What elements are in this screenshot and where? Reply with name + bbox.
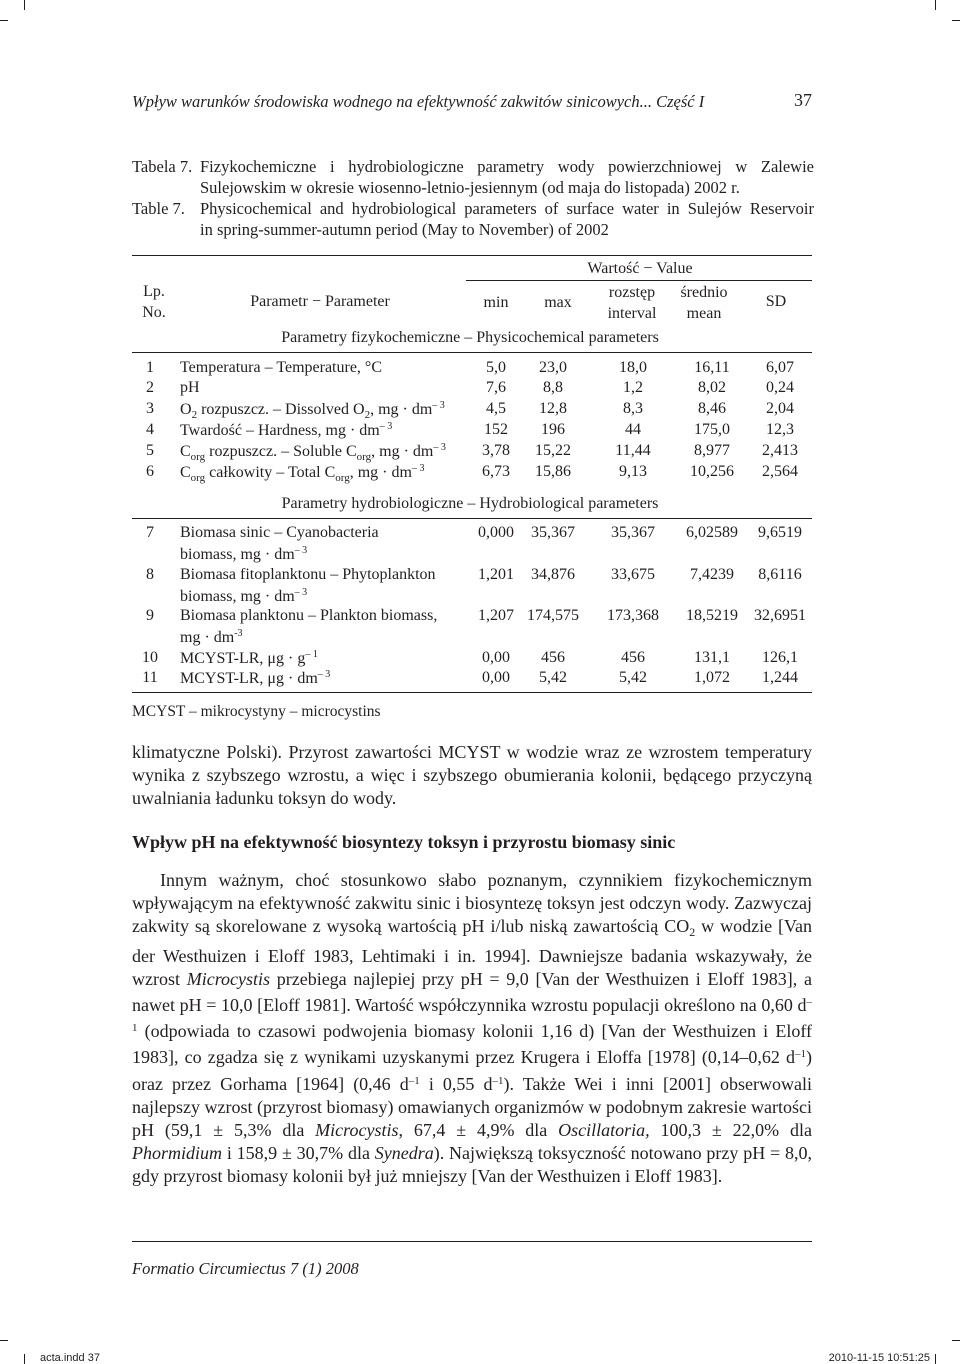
th-max: max: [544, 294, 572, 311]
running-title: Wpływ warunków środowiska wodnego na efektywność zakwitów sinicowych... Część I: [132, 92, 705, 111]
section-rule: [132, 518, 812, 519]
th-mean-en: mean: [686, 305, 722, 322]
footer-rule: [132, 1241, 812, 1242]
table-row-cont: biomass, mg · $dm^{- 3}$: [180, 587, 308, 605]
table-row: 11 MCYST-LR, $\mu g \cdot dm^{- 3}$ 0,00 5,42 5,42 1,072 1,244: [142, 669, 798, 687]
table-row-cont: mg · $dm^{-3}$: [180, 628, 243, 646]
caption-en-line1: Physicochemical and hydrobiological parameters of surface water in Sulejów Reservoir: [200, 199, 814, 218]
caption-pl: [132, 156, 814, 198]
caption-pl-label: Tabela 7.: [132, 157, 193, 176]
th-lp: Lp.: [143, 283, 165, 300]
table-row: 8 Biomasa fitoplanktonu – Phytoplankton 1,201 34,876 33,675 7,4239 8,6116: [146, 566, 802, 583]
th-interval: interval: [607, 305, 657, 322]
caption-en-label: Table 7.: [132, 199, 185, 218]
th-range: rozstęp: [608, 284, 656, 301]
caption-pl-line1: Fizykochemiczne i hydrobiologiczne parametry wody powierzchniowej w Zalewie: [200, 157, 814, 176]
crop-mark: [0, 20, 8, 21]
crop-mark: [24, 1354, 25, 1364]
th-mean-pl: średnio: [680, 284, 728, 301]
table-row: 4 Twardość – Hardness, mg · $dm^{- 3}$ 152 196 44 175,0 12,3: [146, 421, 794, 439]
page-number: 37: [794, 90, 812, 110]
crop-mark: [935, 0, 936, 10]
table-bottom-rule: [132, 692, 812, 693]
table-row: 7 Biomasa sinic – Cyanobacteria 0,000 35,367 35,367 6,02589 9,6519: [146, 524, 802, 541]
paragraph-2: Innym ważnym, choć stosunkowo słabo poznanym, czynnikiem fizykochemicznym wpływającym na efektywność zakwitu sinic i biosyntezę toksyn jest odczyn wody. Zazwyczaj zakwity są skorelowane z wysoką wartością pH i/lub niską zawartością $CO_2$ w wodzie [Van der Westhuizen i Eloff 1983, Lehtimaki i in. 1994]. Dawniejsze badania wskazywały, że wzrost Microcystis przebiega najlepiej przy pH = 9,0 [Van der Westhuizen i Eloff 1983], a nawet pH = 10,0 [Eloff 1981]. Wartość współczynnika wzrostu populacji określono na 0,60 $d^{-1}$ (odpowiada to czasowi podwojenia biomasy kolonii 1,16 d) [Van der Westhuizen i Eloff 1983], co zgadza się z wynikami uzyskanymi przez Krugera i Eloffa [1978] (0,14–0,62 $d^{-1}$) oraz przez Gorhama [1964] (0,46 $d^{-1}$ i 0,55 $d^{-1}$). Także Wei i inni [2001] obserwowali najlepszy wzrost (przyrost biomasy) omawianych organizmów w podobnym zakresie wartości pH (59,1 ± 5,3% dla Microcystis, 67,4 ± 4,9% dla Oscillatoria, 100,3 ± 22,0% dla Phormidium i 158,9 ± 30,7% dla Synedra). Największą toksyczność notowano przy pH = 8,0, gdy przyrost biomasy kolonii był już mniejszy [Van der Westhuizen i Eloff 1983].: [132, 870, 812, 1187]
running-header: [132, 92, 812, 112]
th-sd: SD: [765, 293, 787, 310]
crop-mark: [24, 0, 25, 10]
th-parameter: Parametr − Parameter: [250, 293, 390, 310]
crop-mark: [952, 20, 960, 21]
table-row: 6 $C_{org}$ całkowity – Total $C_{org}$, mg · $dm^{- 3}$ 6,73 15,86 9,13 10,256 2,564: [146, 463, 798, 484]
crop-mark: [0, 1340, 8, 1341]
crop-mark: [935, 1354, 936, 1364]
slug-timestamp: 2010-11-15 10:51:25: [828, 1352, 930, 1364]
table-row: 10 MCYST-LR, $\mu g \cdot g^{- 1}$ 0,00 456 456 131,1 126,1: [142, 649, 798, 667]
table-footnote: MCYST – mikrocystyny – microcystins: [132, 703, 381, 720]
th-value-group: Wartość − Value: [587, 260, 693, 277]
caption-en-line2: in spring-summer-autumn period (May to November) of 2002: [200, 220, 609, 239]
table-row: 9 Biomasa planktonu – Plankton biomass, 1,207 174,575 173,368 18,5219 32,6951: [146, 607, 806, 624]
table-top-rule: [132, 255, 812, 256]
journal-footer: Formatio Circumiectus 7 (1) 2008: [132, 1259, 359, 1278]
table-row-cont: biomass, mg · $dm^{- 3}$: [180, 545, 308, 563]
crop-mark: [952, 1340, 960, 1341]
section-physicochemical: Parametry fizykochemiczne – Physicochemical parameters: [281, 329, 659, 346]
th-no: No.: [142, 304, 166, 321]
table-row: 3 $O_2$ rozpuszcz. – Dissolved $O_2$, mg · $dm^{- 3}$ 4,5 12,8 8,3 8,46 2,04: [146, 400, 794, 421]
table-row: 1 Temperatura – Temperature, °C 5,0 23,0 18,0 16,11 6,07: [146, 359, 794, 376]
caption-en: [132, 198, 814, 240]
header-bottom-rule: [132, 352, 812, 353]
section-hydrobiological: Parametry hydrobiologiczne – Hydrobiological parameters: [281, 495, 659, 512]
value-group-rule: [466, 280, 812, 281]
caption-pl-line2: Sulejowskim w okresie wiosenno-letnio-jesiennym (od maja do listopada) 2002 r.: [200, 178, 740, 197]
table-row: 5 $C_{org}$ rozpuszcz. – Soluble $C_{org}$, mg · $dm^{- 3}$ 3,78 15,22 11,44 8,977 2,413: [146, 442, 798, 463]
paragraph-1: klimatyczne Polski). Przyrost zawartości MCYST w wodzie wraz ze wzrostem temperatury wynika z szybszego wzrostu, a więc i szybszego obumierania kolonii, będącego przyczyną uwalniania ładunku toksyn do wody.: [132, 742, 812, 809]
section-heading: Wpływ pH na efektywność biosyntezy toksyn i przyrostu biomasy sinic: [132, 832, 676, 852]
th-min: min: [483, 294, 509, 311]
slug-file: acta.indd 37: [40, 1352, 100, 1364]
table-row: 2 pH 7,6 8,8 1,2 8,02 0,24: [146, 379, 794, 396]
